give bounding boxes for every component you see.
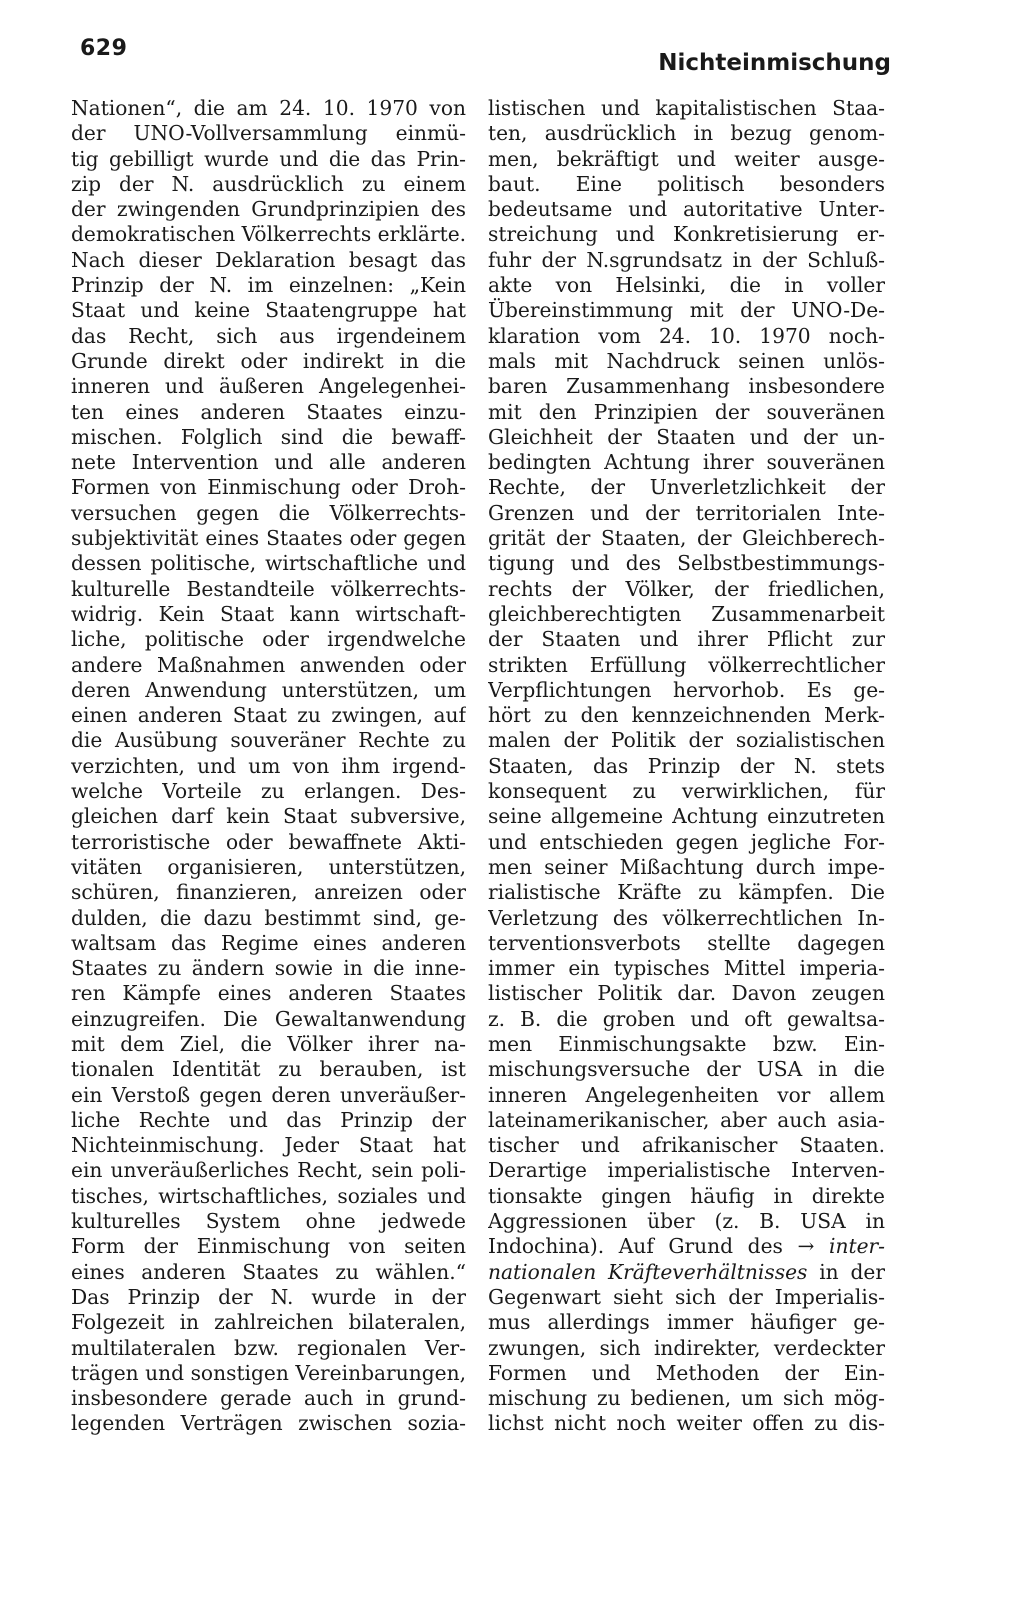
text-line: mals mit Nachdruck seinen unlös- [488, 348, 885, 373]
text-line: ein Verstoß gegen deren unveräußer- [71, 1082, 466, 1107]
text-line: und entschieden gegen jegliche For- [488, 829, 885, 854]
text-line: malen der Politik der sozialistischen [488, 728, 885, 753]
text-line: schüren, finanzieren, anreizen oder [71, 880, 466, 905]
page-number: 629 [80, 36, 128, 61]
text-line: kulturelles System ohne jedwede [71, 1209, 466, 1234]
text-line: subjektivität eines Staates oder gegen [71, 526, 466, 551]
text-line: Staat und keine Staatengruppe hat [71, 298, 466, 323]
running-head: Nichteinmischung [658, 50, 891, 76]
text-line: tigung und des Selbstbestimmungs- [488, 551, 885, 576]
text-line: Formen von Einmischung oder Droh- [71, 475, 466, 500]
text-line: klaration vom 24. 10. 1970 noch- [488, 323, 885, 348]
text-line: mischungsversuche der USA in die [488, 1057, 885, 1082]
text-line: versuchen gegen die Völkerrechts- [71, 500, 466, 525]
text-line: inneren und äußeren Angelegenhei- [71, 374, 466, 399]
text-line: gleichberechtigten Zusammenarbeit [488, 601, 885, 626]
text-line: terventionsverbots stellte dagegen [488, 930, 885, 955]
text-line: Rechte, der Unverletzlichkeit der [488, 475, 885, 500]
text-line: listischen und kapitalistischen Staa- [488, 96, 885, 120]
text-line: Das Prinzip der N. wurde in der [71, 1284, 466, 1309]
text-line: Übereinstimmung mit der UNO-De- [488, 298, 885, 323]
text-line: Grenzen und der territorialen Inte- [488, 500, 885, 525]
text-line: widrig. Kein Staat kann wirtschaft- [71, 601, 466, 626]
text-line: streichung und Konkretisierung er- [488, 222, 885, 247]
text-line: Verpflichtungen hervorhob. Es ge- [488, 677, 885, 702]
text-line: mit den Prinzipien der souveränen [488, 399, 885, 424]
text-line: hört zu den kennzeichnenden Merk- [488, 703, 885, 728]
text-line: bedingten Achtung ihrer souveränen [488, 450, 885, 475]
text-line: Grunde direkt oder indirekt in die [71, 348, 466, 373]
right-column [488, 96, 885, 1437]
text-line: strikten Erfüllung völkerrechtlicher [488, 652, 885, 677]
text-line: ten, ausdrücklich in bezug genom- [488, 121, 885, 146]
text-line: waltsam das Regime eines anderen [71, 930, 466, 955]
text-line: der Staaten und ihrer Pflicht zur [488, 627, 885, 652]
text-line: legenden Verträgen zwischen sozia- [71, 1411, 466, 1436]
text-line: mischung zu bedienen, um sich mög- [488, 1386, 885, 1411]
text-line: seine allgemeine Achtung einzutreten [488, 804, 885, 829]
text-line: trägen und sonstigen Vereinbarungen, [71, 1360, 466, 1385]
text-fragment: Indochina). Auf Grund des [488, 1234, 783, 1259]
text-line: liche, politische oder irgendwelche [71, 627, 466, 652]
text-line: fuhr der N.sgrundsatz in der Schluß- [488, 247, 885, 272]
text-line: baren Zusammenhang insbesondere [488, 374, 885, 399]
text-line: ren Kämpfe eines anderen Staates [71, 981, 466, 1006]
text-line: deren Anwendung unterstützen, um [71, 677, 466, 702]
text-line: einzugreifen. Die Gewaltanwendung [71, 1006, 466, 1031]
left-column [71, 96, 466, 1437]
text-line: ein unveräußerliches Recht, sein poli- [71, 1158, 466, 1183]
text-line: ten eines anderen Staates einzu- [71, 399, 466, 424]
text-line: dulden, die dazu bestimmt sind, ge- [71, 905, 466, 930]
text-line: andere Maßnahmen anwenden oder [71, 652, 466, 677]
text-line: vitäten organisieren, unterstützen, [71, 854, 466, 879]
text-line: tig gebilligt wurde und die das Prin- [71, 146, 466, 171]
text-line: Derartige imperialistische Interven- [488, 1158, 885, 1183]
text-line: demokratischen Völkerrechts erklärte. [71, 222, 466, 247]
text-line: verzichten, und um von ihm irgend- [71, 753, 466, 778]
text-line: Staates zu ändern sowie in die inne- [71, 956, 466, 981]
text-line: Gegenwart sieht sich der Imperialis- [488, 1284, 885, 1309]
cross-reference-term[interactable]: inter- [829, 1234, 885, 1259]
text-line: liche Rechte und das Prinzip der [71, 1107, 466, 1132]
text-line: zwungen, sich indirekter, verdeckter [488, 1335, 885, 1360]
text-line: Gleichheit der Staaten und der un- [488, 424, 885, 449]
text-line: men Einmischungsakte bzw. Ein- [488, 1031, 885, 1056]
cross-reference-line [488, 1260, 885, 1285]
text-line: tionalen Identität zu berauben, ist [71, 1057, 466, 1082]
text-line: gleichen darf kein Staat subversive, [71, 804, 466, 829]
text-line: tisches, wirtschaftliches, soziales und [71, 1183, 466, 1208]
text-line: lateinamerikanischer, aber auch asia- [488, 1107, 885, 1132]
text-line: listischer Politik dar. Davon zeugen [488, 981, 885, 1006]
text-line: einen anderen Staat zu zwingen, auf [71, 703, 466, 728]
text-line: eines anderen Staates zu wählen.“ [71, 1259, 466, 1284]
text-line: tischer und afrikanischer Staaten. [488, 1133, 885, 1158]
text-line: konsequent zu verwirklichen, für [488, 779, 885, 804]
text-line: insbesondere gerade auch in grund- [71, 1386, 466, 1411]
text-line: tionsakte gingen häufig in direkte [488, 1183, 885, 1208]
text-line: Aggressionen über (z. B. USA in [488, 1209, 885, 1234]
text-line: mus allerdings immer häufiger ge- [488, 1310, 885, 1335]
text-line: Verletzung des völkerrechtlichen In- [488, 905, 885, 930]
text-line: Prinzip der N. im einzelnen: „Kein [71, 273, 466, 298]
text-line: Nationen“, die am 24. 10. 1970 von [71, 96, 466, 120]
text-line: men seiner Mißachtung durch impe- [488, 854, 885, 879]
text-line: Nichteinmischung. Jeder Staat hat [71, 1133, 466, 1158]
text-line: akte von Helsinki, die in voller [488, 273, 885, 298]
text-line: inneren Angelegenheiten vor allem [488, 1082, 885, 1107]
text-line: zip der N. ausdrücklich zu einem [71, 171, 466, 196]
text-line: kulturelle Bestandteile völkerrechts- [71, 576, 466, 601]
text-line: dessen politische, wirtschaftliche und [71, 551, 466, 576]
text-line: lichst nicht noch weiter offen zu dis- [488, 1411, 885, 1436]
text-line: rechts der Völker, der friedlichen, [488, 576, 885, 601]
text-line: men, bekräftigt und weiter ausge- [488, 146, 885, 171]
cross-reference-line [488, 1234, 885, 1259]
text-line: z. B. die groben und oft gewaltsa- [488, 1006, 885, 1031]
arrow-icon: → [797, 1234, 815, 1259]
text-line: welche Vorteile zu erlangen. Des- [71, 779, 466, 804]
cross-reference-term[interactable]: nationalen Kräfteverhältnisses [488, 1259, 808, 1284]
text-line: multilateralen bzw. regionalen Ver- [71, 1335, 466, 1360]
text-line: mit dem Ziel, die Völker ihrer na- [71, 1031, 466, 1056]
text-line: baut. Eine politisch besonders [488, 171, 885, 196]
text-line: die Ausübung souveräner Rechte zu [71, 728, 466, 753]
text-line: Staaten, das Prinzip der N. stets [488, 753, 885, 778]
text-line: immer ein typisches Mittel imperia- [488, 956, 885, 981]
text-line: Form der Einmischung von seiten [71, 1234, 466, 1259]
text-line: der zwingenden Grundprinzipien des [71, 197, 466, 222]
text-line: Nach dieser Deklaration besagt das [71, 247, 466, 272]
text-line: das Recht, sich aus irgendeinem [71, 323, 466, 348]
text-line: grität der Staaten, der Gleichberech- [488, 526, 885, 551]
text-line: mischen. Folglich sind die bewaff- [71, 424, 466, 449]
text-line: rialistische Kräfte zu kämpfen. Die [488, 880, 885, 905]
text-line: der UNO-Vollversammlung einmü- [71, 121, 466, 146]
text-line: bedeutsame und autoritative Unter- [488, 197, 885, 222]
text-line: Formen und Methoden der Ein- [488, 1360, 885, 1385]
text-line: terroristische oder bewaffnete Akti- [71, 829, 466, 854]
text-fragment: in der [819, 1259, 885, 1284]
text-line: Folgezeit in zahlreichen bilateralen, [71, 1310, 466, 1335]
text-line: nete Intervention und alle anderen [71, 450, 466, 475]
